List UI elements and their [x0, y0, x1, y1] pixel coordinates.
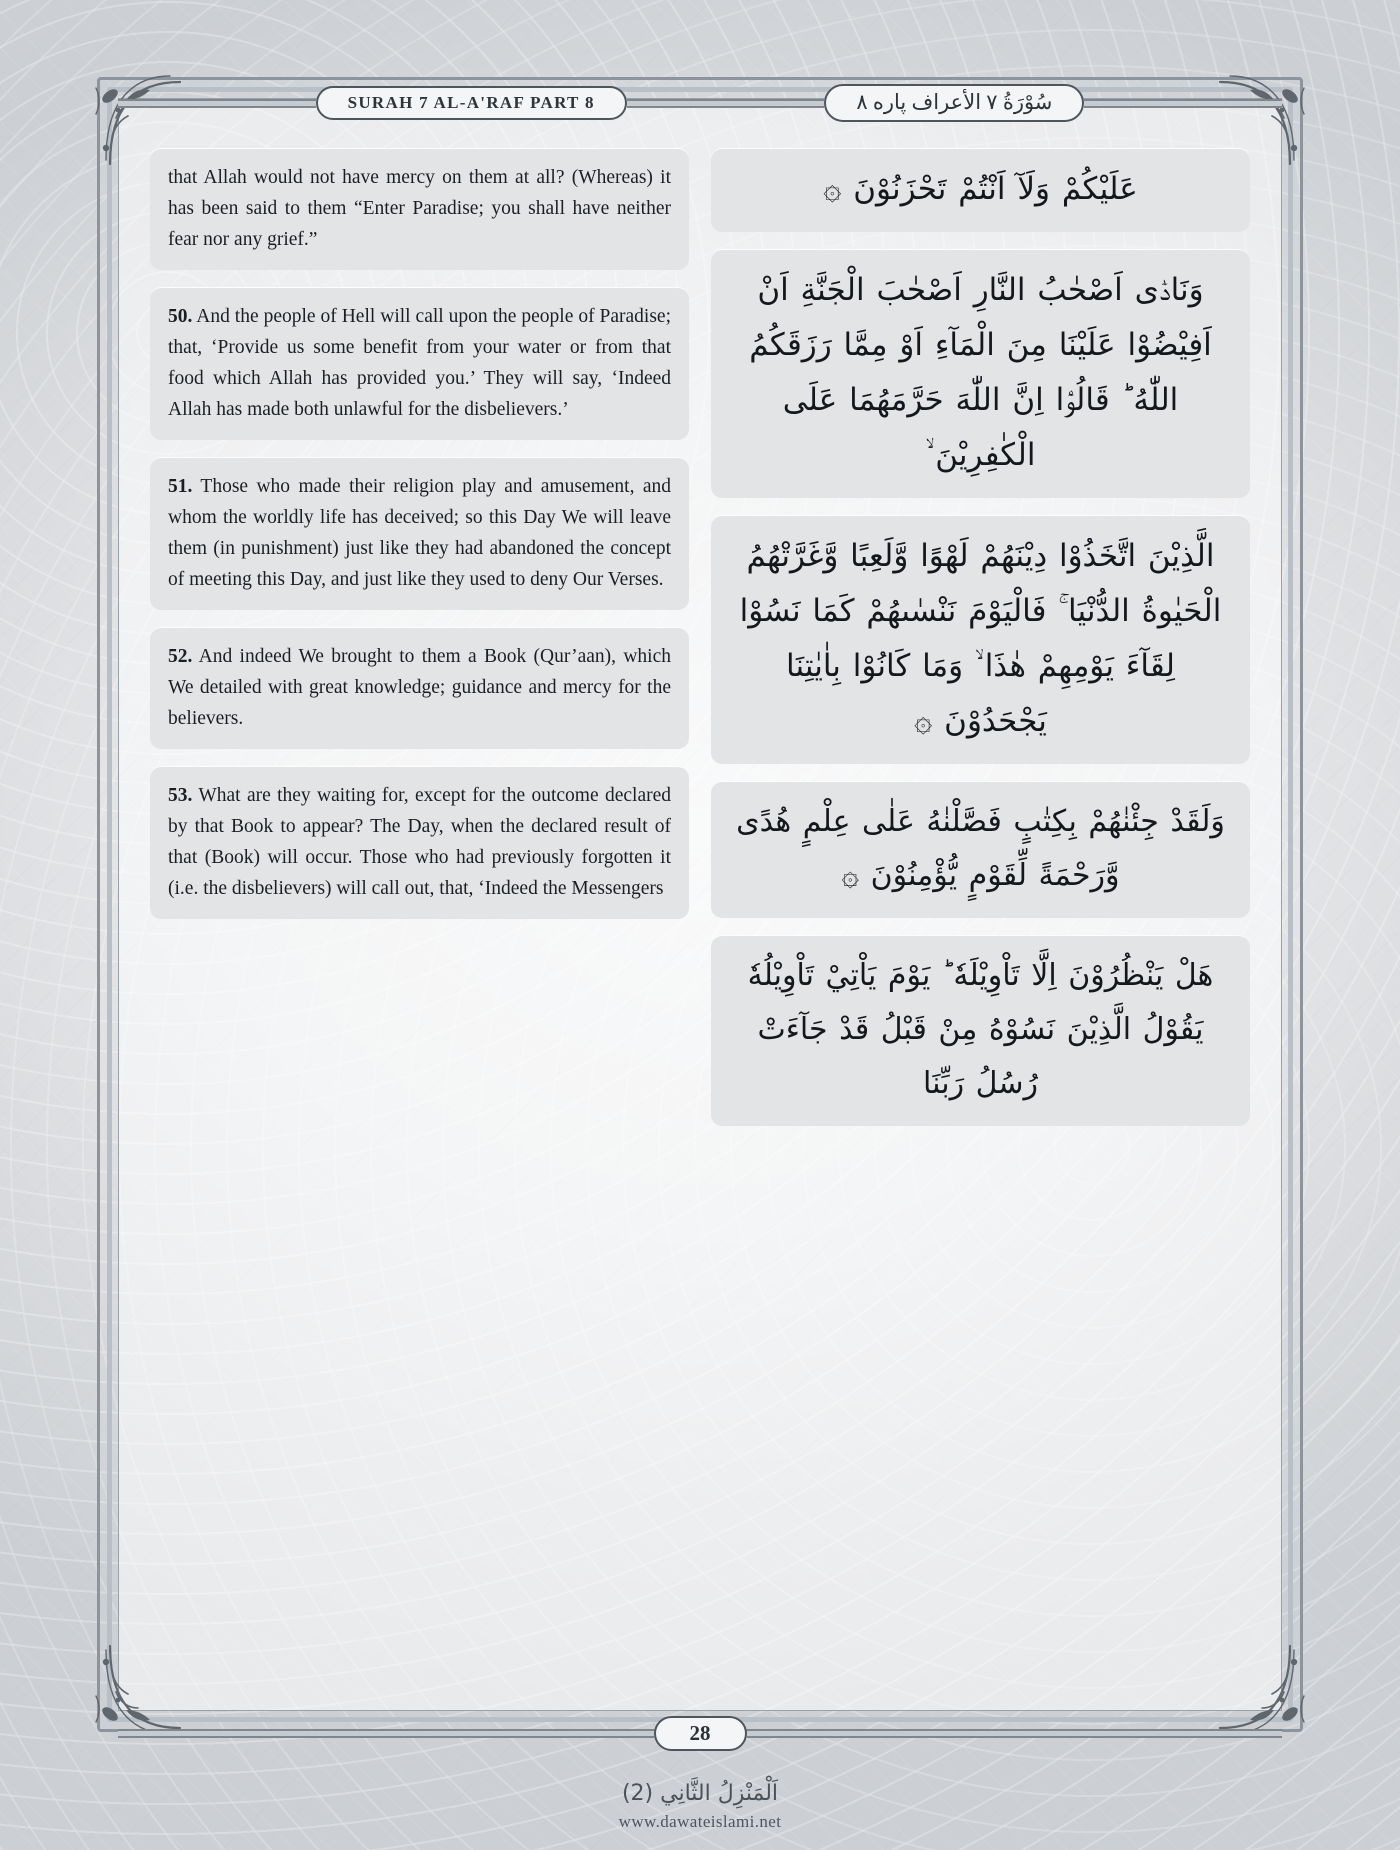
- surah-title-cartouche-english: [316, 86, 627, 120]
- footer-rule-right: [747, 1729, 1283, 1738]
- verse-block: [150, 627, 689, 749]
- arabic-verse-text: عَلَيْكُمْ وَلَآ اَنْتُمْ تَحْزَنُوْنَ ۞: [823, 171, 1138, 207]
- header-rule-right: [1084, 99, 1282, 108]
- verse-number: 50.: [168, 306, 193, 327]
- arabic-block: [711, 781, 1250, 918]
- verse-grid: [150, 148, 1250, 1675]
- arabic-verse-text: الَّذِيْنَ اتَّخَذُوْا دِيْنَهُمْ لَهْوًا وَّلَعِبًا وَّغَرَّتْهُمُ الْحَيٰوةُ الدُّنْيَا ۚ فَالْيَوْمَ نَنْسٰىهُمْ كَمَا نَسُوْا لِقَآءَ يَوْمِهِمْ هٰذَا ۙ وَمَا كَانُوْا بِاٰيٰتِنَا يَجْحَدُوْنَ ۞: [739, 538, 1222, 739]
- surah-title-cartouche-arabic: [824, 84, 1084, 121]
- manzil-label: اَلْمَنْزِلُ الثَّانِي (2): [621, 1781, 779, 1806]
- surah-title-arabic: سُوْرَةُ ٧ الأعراف پاره ٨: [856, 90, 1053, 115]
- colophon: [0, 1779, 1400, 1832]
- header-rule-middle: [627, 99, 825, 108]
- verse-translation: [168, 301, 671, 425]
- arabic-block: [711, 935, 1250, 1126]
- page-footer: [118, 1712, 1282, 1754]
- verse-translation: [168, 780, 671, 904]
- verse-block: [150, 148, 689, 270]
- verse-translation-text: Those who made their religion play and amusement, and whom the worldly life has deceived; so this Day We will leave them (in punishment) just like they had abandoned the concept of meeting this Day, and just like they used to deny Our Verses.: [168, 476, 671, 590]
- verse-translation: [168, 641, 671, 734]
- arabic-column: [711, 148, 1250, 1126]
- arabic-verse-text: وَنَادٰۤى اَصْحٰبُ النَّارِ اَصْحٰبَ الْجَنَّةِ اَنْ اَفِيْضُوْا عَلَيْنَا مِنَ الْمَآءِ اَوْ مِمَّا رَزَقَكُمُ اللّٰهُ ؕ قَالُوْۤا اِنَّ اللّٰهَ حَرَّمَهُمَا عَلَى الْكٰفِرِيْنَ ۙ: [749, 272, 1212, 473]
- verse-translation: [168, 471, 671, 595]
- page-header: [118, 80, 1282, 126]
- arabic-block: [711, 515, 1250, 764]
- page-number-badge: 28: [654, 1716, 747, 1751]
- verse-number: 53.: [168, 785, 193, 806]
- footer-rule-left: [118, 1729, 654, 1738]
- verse-translation-text: What are they waiting for, except for the outcome declared by that Book to appear? The Day, when the declared result of that (Book) will occur. Those who had previously forgotten it (i.e. the disbelievers) will call out, that, ‘Indeed the Messengers: [168, 785, 672, 899]
- arabic-verse-text: وَلَقَدْ جِئْنٰهُمْ بِكِتٰبٍ فَصَّلْنٰهُ عَلٰى عِلْمٍ هُدًى وَّرَحْمَةً لِّقَوْمٍ يُّؤْمِنُوْنَ ۞: [736, 804, 1225, 893]
- arabic-verse-text: هَلْ يَنْظُرُوْنَ اِلَّا تَاْوِيْلَهٗ ؕ يَوْمَ يَاْتِيْ تَاْوِيْلُهٗ يَقُوْلُ الَّذِيْنَ نَسُوْهُ مِنْ قَبْلُ قَدْ جَآءَتْ رُسُلُ رَبِّنَا: [747, 958, 1214, 1101]
- verse-number: 51.: [168, 476, 193, 497]
- verse-number: 52.: [168, 646, 193, 667]
- verse-translation-text: that Allah would not have mercy on them at all? (Whereas) it has been said to them “Enter Paradise; you shall have neither fear nor any grief.”: [168, 167, 671, 250]
- verse-block: [150, 766, 689, 919]
- translation-column: [150, 148, 689, 1126]
- website-url[interactable]: www.dawateislami.net: [618, 1812, 782, 1831]
- verse-translation-text: And indeed We brought to them a Book (Qur’aan), which We detailed with great knowledge; guidance and mercy for the believers.: [168, 646, 671, 729]
- verse-translation: [168, 162, 671, 255]
- header-rule-left: [118, 99, 316, 108]
- verse-block: [150, 457, 689, 610]
- verse-block: [150, 287, 689, 440]
- arabic-block: [711, 249, 1250, 498]
- verse-translation-text: And the people of Hell will call upon the people of Paradise; that, ‘Provide us some benefit from your water or from that food which Allah has provided you.’ They will say, ‘Indeed Allah has made both unlawful for the disbelievers.’: [168, 306, 671, 420]
- surah-title-english: SURAH 7 AL-A'RAF PART 8: [347, 93, 595, 112]
- arabic-block: [711, 148, 1250, 232]
